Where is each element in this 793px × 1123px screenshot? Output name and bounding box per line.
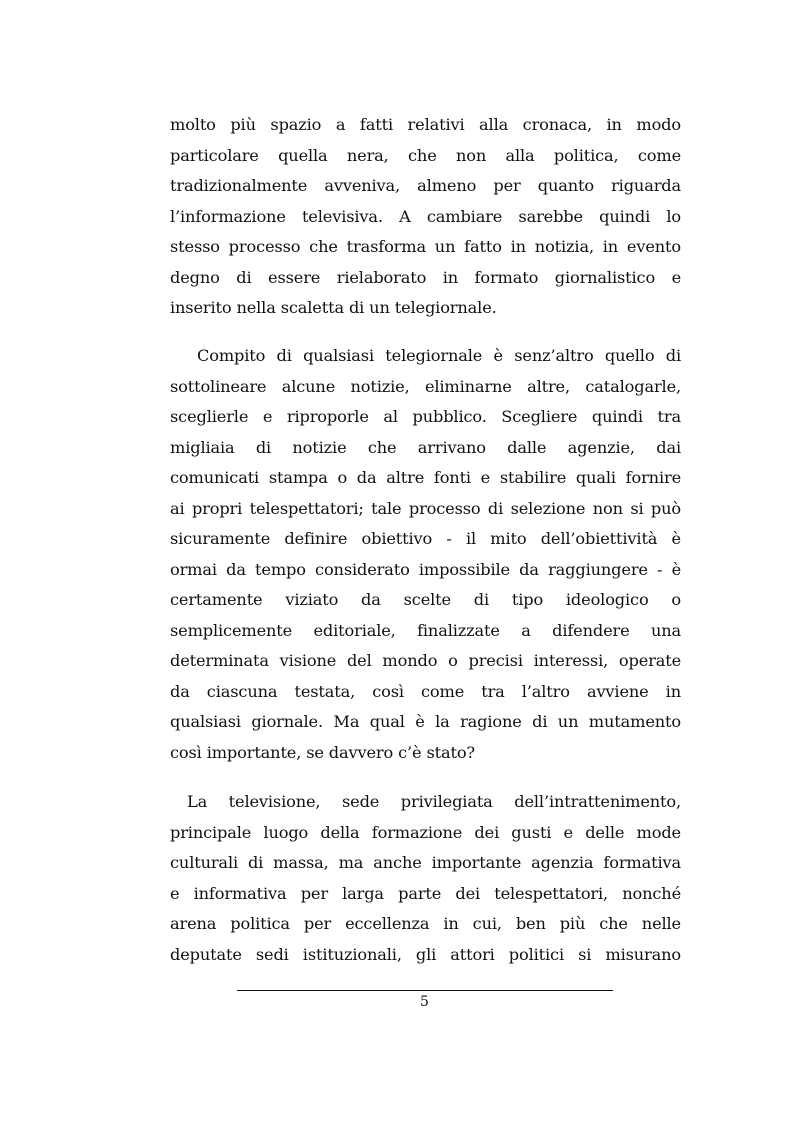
text-line: principale luogo della formazione dei gusti e delle mode	[170, 822, 681, 842]
text-line: determinata visione del mondo o precisi interessi, operate	[170, 651, 681, 670]
text-line: tradizionalmente avveniva, almeno per quanto riguarda	[170, 176, 681, 195]
text-line: ai propri telespettatori; tale processo di selezione non si può	[170, 498, 681, 518]
text-line: e informativa per larga parte dei telespettatori, nonché	[170, 883, 681, 903]
text-line: sottolineare alcune notizie, eliminarne altre, catalogarle,	[170, 376, 681, 396]
text-line: sceglierle e riproporle al pubblico. Scegliere quindi tra	[170, 407, 681, 426]
text-line: arena politica per eccellenza in cui, ben più che nelle	[170, 914, 681, 933]
text-line: deputate sedi istituzionali, gli attori politici si misurano	[170, 944, 681, 964]
text-line: culturali di massa, ma anche importante agenzia formativa	[170, 853, 681, 872]
text-line: semplicemente editoriale, finalizzate a difendere una	[170, 620, 681, 640]
footer-divider	[237, 990, 613, 991]
text-line: certamente viziato da scelte di tipo ideologico o	[170, 590, 681, 609]
text-line: da ciascuna testata, così come tra l’altro avviene in	[170, 681, 681, 701]
text-line: particolare quella nera, che non alla politica, come	[170, 145, 681, 165]
text-line: Compito di qualsiasi telegiornale è senz’altro quello di	[197, 346, 681, 365]
text-line: l’informazione televisiva. A cambiare sarebbe quindi lo	[170, 206, 681, 226]
text-line: sicuramente definire obiettivo - il mito dell’obiettività è	[170, 529, 681, 548]
text-line: così importante, se davvero c’è stato?	[170, 742, 475, 762]
text-line: degno di essere rielaborato in formato giornalistico e	[170, 267, 681, 287]
page-number: 5	[420, 994, 429, 1010]
paragraph-2	[170, 341, 681, 768]
text-line: stesso processo che trasforma un fatto in notizia, in evento	[170, 237, 681, 256]
text-line: inserito nella scaletta di un telegiornale.	[170, 298, 497, 317]
paragraph-3	[170, 787, 681, 970]
paragraph-1	[170, 110, 681, 324]
text-line: La televisione, sede privilegiata dell’intrattenimento,	[187, 792, 681, 811]
text-line: qualsiasi giornale. Ma qual è la ragione di un mutamento	[170, 712, 681, 731]
text-line: molto più spazio a fatti relativi alla cronaca, in modo	[170, 115, 681, 134]
text-line: ormai da tempo considerato impossibile da raggiungere - è	[170, 559, 681, 579]
text-line: migliaia di notizie che arrivano dalle agenzie, dai	[170, 437, 681, 457]
text-line: comunicati stampa o da altre fonti e stabilire quali fornire	[170, 468, 681, 487]
